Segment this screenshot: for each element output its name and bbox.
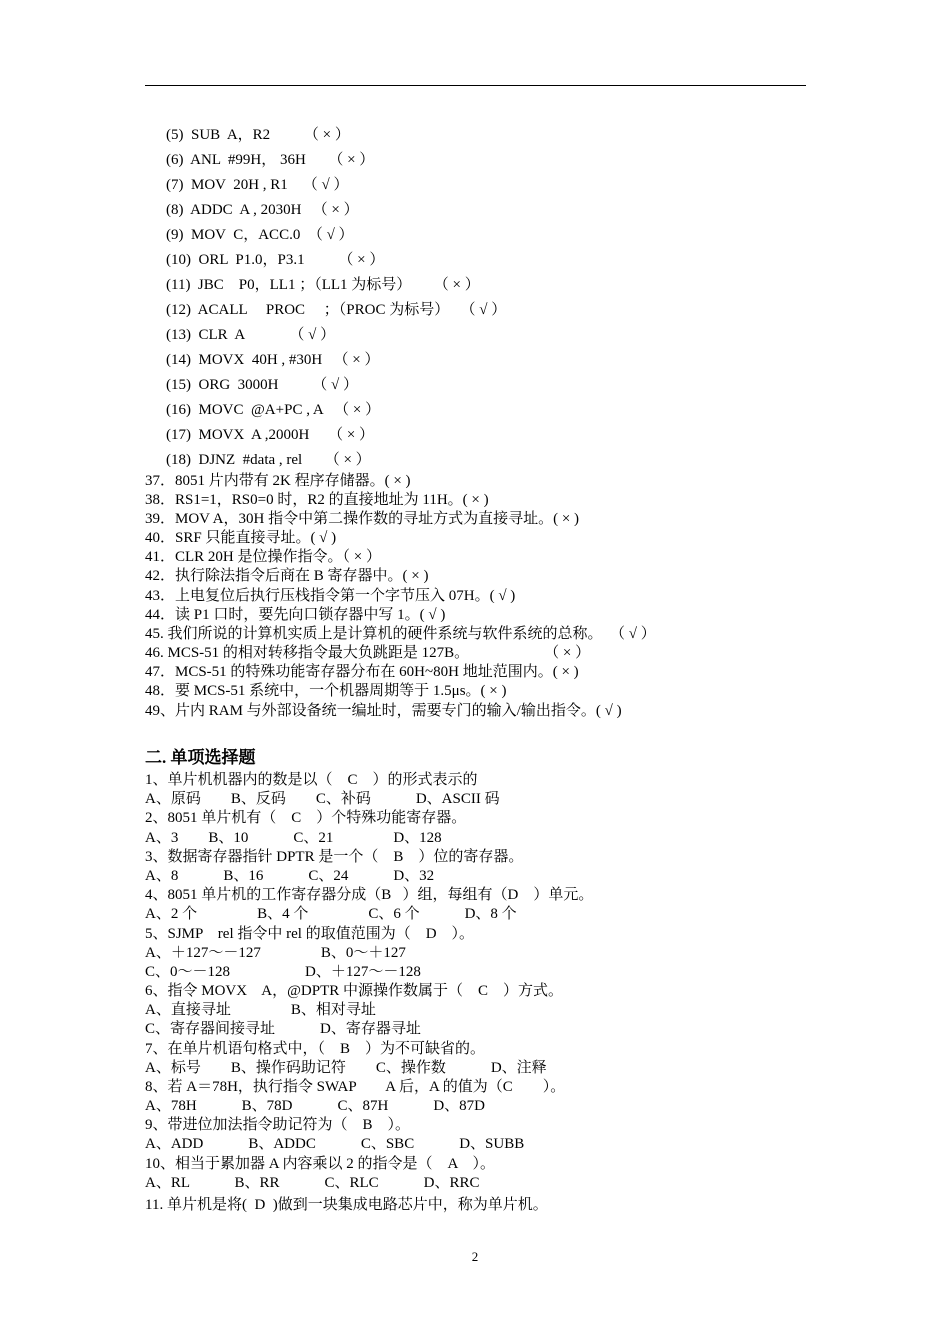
question-line: 6、指令 MOVX A，@DPTR 中源操作数属于（ C ）方式。 xyxy=(145,983,564,999)
judgment-subitem: (14) MOVX 40H , #30H （ × ） xyxy=(166,352,380,368)
question-line: 10、相当于累加器 A 内容乘以 2 的指令是（ A ）。 xyxy=(145,1156,496,1172)
judgment-subitem: (11) JBC P0，LL1 ；（LL1 为标号） （ × ） xyxy=(166,277,480,293)
judgment-item: 46. MCS-51 的相对转移指令最大负跳距是 127B。 （ × ） xyxy=(145,645,591,661)
judgment-item: 48．要 MCS-51 系统中，一个机器周期等于 1.5μs。( × ) xyxy=(145,683,507,699)
judgment-item: 39．MOV A，30H 指令中第二操作数的寻址方式为直接寻址。( × ) xyxy=(145,511,580,527)
question-line: 3、数据寄存器指针 DPTR 是一个（ B ）位的寄存器。 xyxy=(145,849,524,865)
judgment-subitem: (17) MOVX A ,2000H （ × ） xyxy=(166,427,375,443)
section-heading: 二. 单项选择题 xyxy=(145,748,256,767)
options-line: C、寄存器间接寻址 D、寄存器寻址 xyxy=(145,1021,421,1037)
question-line: 5、SJMP rel 指令中 rel 的取值范围为（ D ）。 xyxy=(145,926,475,942)
judgment-subitem: (16) MOVC @A+PC , A （ × ） xyxy=(166,402,381,418)
options-line: A、RL B、RR C、RLC D、RRC xyxy=(145,1175,480,1191)
options-line: A、标号 B、操作码助记符 C、操作数 D、注释 xyxy=(145,1060,547,1076)
question-line: 11. 单片机是将( D )做到一块集成电路芯片中，称为单片机。 xyxy=(145,1197,548,1213)
options-line: A、2 个 B、4 个 C、6 个 D、8 个 xyxy=(145,906,517,922)
judgment-item: 38．RS1=1，RS0=0 时，R2 的直接地址为 11H。( × ) xyxy=(145,492,489,508)
judgment-subitem: (12) ACALL PROC ；（PROC 为标号） （ √ ） xyxy=(166,302,507,318)
question-line: 7、在单片机语句格式中，（ B ）为不可缺省的。 xyxy=(145,1041,486,1057)
judgment-subitem: (6) ANL #99H， 36H （ × ） xyxy=(166,152,375,168)
options-line: A、8 B、16 C、24 D、32 xyxy=(145,868,435,884)
question-line: 9、带进位加法指令助记符为（ B ）。 xyxy=(145,1117,411,1133)
question-line: 4、8051 单片机的工作寄存器分成（B ）组，每组有（D ）单元。 xyxy=(145,887,594,903)
options-line: A、78H B、78D C、87H D、87D xyxy=(145,1098,486,1114)
judgment-item: 44．读 P1 口时，要先向口锁存器中写 1。( √ ) xyxy=(145,607,446,623)
question-line: 8、若 A＝78H，执行指令 SWAP A 后，A 的值为（C ）。 xyxy=(145,1079,566,1095)
options-line: A、ADD B、ADDC C、SBC D、SUBB xyxy=(145,1136,525,1152)
judgment-item: 45. 我们所说的计算机实质上是计算机的硬件系统与软件系统的总称。 （ √ ） xyxy=(145,626,656,642)
judgment-item: 43．上电复位后执行压栈指令第一个字节压入 07H。( √ ) xyxy=(145,588,516,604)
judgment-item: 37．8051 片内带有 2K 程序存储器。( × ) xyxy=(145,473,411,489)
judgment-subitem: (13) CLR A （ √ ） xyxy=(166,327,336,343)
judgment-item: 42．执行除法指令后商在 B 寄存器中。( × ) xyxy=(145,568,429,584)
judgment-subitem: (18) DJNZ #data , rel （ × ） xyxy=(166,452,371,468)
question-line: 2、8051 单片机有（ C ）个特殊功能寄存器。 xyxy=(145,810,467,826)
judgment-subitem: (10) ORL P1.0，P3.1 （ × ） xyxy=(166,252,385,268)
judgment-subitem: (15) ORG 3000H （ √ ） xyxy=(166,377,358,393)
options-line: A、3 B、10 C、21 D、128 xyxy=(145,830,442,846)
judgment-item: 40．SRF 只能直接寻址。( √ ) xyxy=(145,530,337,546)
judgment-subitem: (9) MOV C，ACC.0 （ √ ） xyxy=(166,227,354,243)
judgment-item: 49、片内 RAM 与外部设备统一编址时，需要专门的输入/输出指令。( √ ) xyxy=(145,703,622,719)
options-line: A、原码 B、反码 C、补码 D、ASCII 码 xyxy=(145,791,500,807)
options-line: A、直接寻址 B、相对寻址 xyxy=(145,1002,376,1018)
judgment-subitem: (8) ADDC A , 2030H （ × ） xyxy=(166,202,359,218)
judgment-subitem: (5) SUB A，R2 （ × ） xyxy=(166,127,350,143)
judgment-subitem: (7) MOV 20H , R1 （ √ ） xyxy=(166,177,349,193)
options-line: C、0～－128 D、＋127～－128 xyxy=(145,964,421,980)
judgment-item: 41．CLR 20H 是位操作指令。（ × ） xyxy=(145,549,381,565)
page-number: 2 xyxy=(471,1249,479,1264)
question-line: 1、单片机机器内的数是以（ C ）的形式表示的 xyxy=(145,772,478,788)
options-line: A、＋127～－127 B、0～＋127 xyxy=(145,945,406,961)
judgment-item: 47．MCS-51 的特殊功能寄存器分布在 60H~80H 地址范围内。( × ) xyxy=(145,664,579,680)
header-rule xyxy=(145,85,806,86)
